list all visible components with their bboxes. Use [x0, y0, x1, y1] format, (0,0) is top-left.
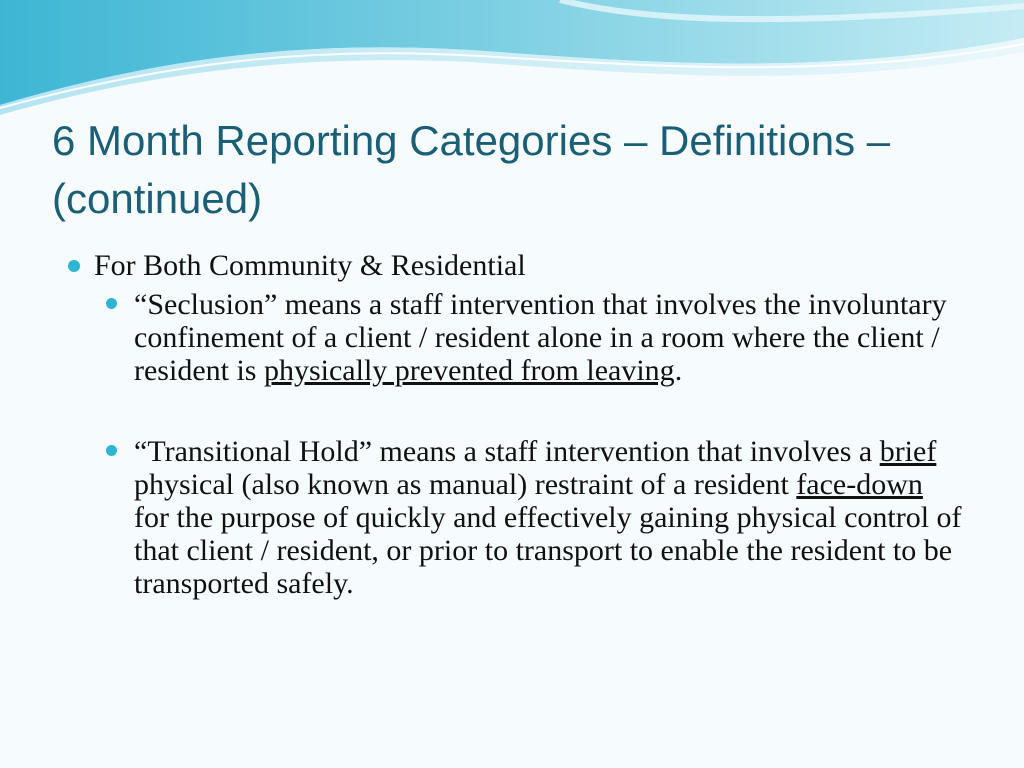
seclusion-text-c: . [674, 354, 683, 387]
bullet-dot-icon [106, 445, 117, 456]
slide-title: 6 Month Reporting Categories – Definitions – (continued) [52, 117, 891, 222]
hold-text-c: physical (also known as manual) restraint of a resident [134, 468, 797, 501]
bullet-text: For Both Community & Residential [94, 249, 526, 282]
slide-body [62, 248, 962, 600]
sub-bullet-list [62, 288, 962, 600]
seclusion-text-underlined: physically prevented from leaving [263, 354, 675, 387]
sub-bullet-seclusion [102, 288, 962, 387]
seclusion-text-a: “Seclusion” means a staff intervention that involves the involuntary confinement of a client / resident alone in a room where the client / resident is [134, 288, 947, 387]
decorative-wave-header [0, 0, 1024, 120]
hold-text-face-down: face-down [796, 468, 923, 501]
hold-text-a: “Transitional Hold” means a staff intervention that involves a [134, 435, 880, 468]
sub-bullet-transitional-hold [102, 435, 962, 600]
hold-text-e: for the purpose of quickly and effectively gaining physical control of that client / resident, or prior to transport to enable the resident to be transported safely. [134, 501, 962, 600]
bullet-dot-icon [68, 260, 80, 272]
hold-text-brief: brief [879, 435, 937, 468]
bullet-dot-icon [106, 298, 117, 309]
bullet-for-both-community-residential [62, 248, 962, 284]
